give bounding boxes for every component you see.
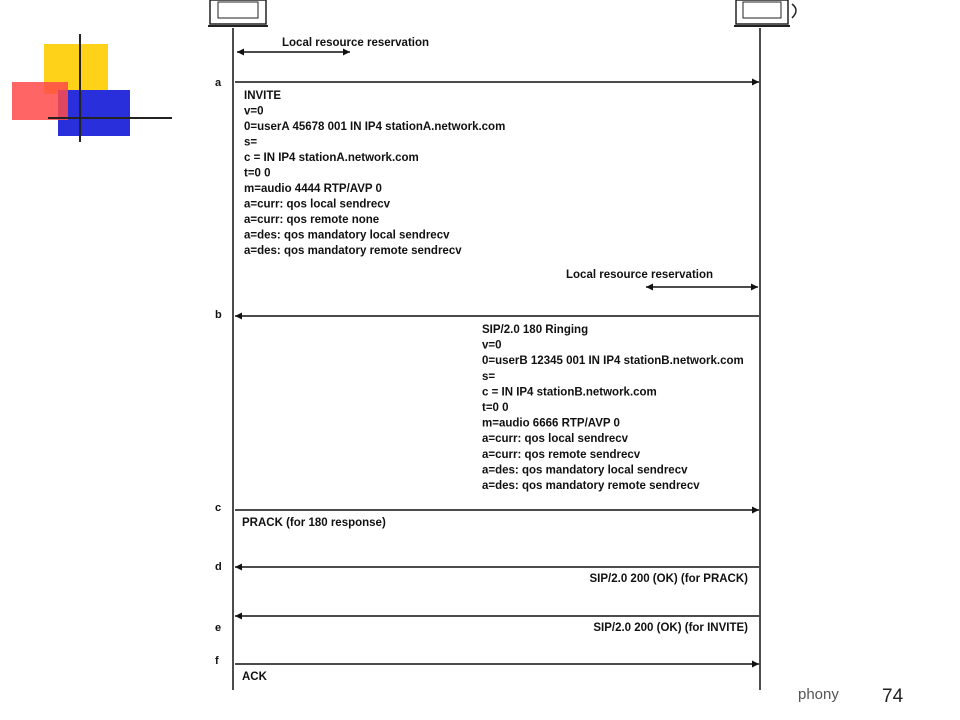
page-number: 74 bbox=[882, 686, 904, 707]
message-line: a=des: qos mandatory local sendrecv bbox=[244, 229, 450, 242]
slide-logo-decoration bbox=[12, 34, 172, 142]
message-line: v=0 bbox=[482, 339, 502, 352]
message-line: c = IN IP4 stationA.network.com bbox=[244, 152, 419, 164]
step-label-b: b bbox=[215, 309, 222, 321]
step-label-a: a bbox=[215, 77, 222, 89]
ok-prack-message-label: SIP/2.0 200 (OK) (for PRACK) bbox=[589, 573, 748, 585]
message-line: m=audio 6666 RTP/AVP 0 bbox=[482, 417, 620, 430]
message-line: a=curr: qos remote sendrecv bbox=[482, 448, 641, 461]
message-line: SIP/2.0 180 Ringing bbox=[482, 324, 589, 336]
prack-message-label: PRACK (for 180 response) bbox=[242, 517, 386, 529]
resource-reservation-label-b: Local resource reservation bbox=[566, 269, 714, 281]
footer-text: phony bbox=[798, 686, 839, 703]
step-label-f: f bbox=[215, 655, 219, 667]
message-line: 0=userA 45678 001 IN IP4 stationA.network.com bbox=[244, 121, 506, 133]
message-line: m=audio 4444 RTP/AVP 0 bbox=[244, 183, 382, 195]
message-line: 0=userB 12345 001 IN IP4 stationB.network.com bbox=[482, 355, 744, 368]
station-a-computer-icon bbox=[208, 0, 268, 26]
ack-message-label: ACK bbox=[242, 671, 267, 683]
message-line: a=curr: qos local sendrecv bbox=[482, 433, 629, 446]
message-line: t=0 0 bbox=[244, 167, 271, 180]
message-line: INVITE bbox=[244, 90, 282, 102]
message-line: a=des: qos mandatory remote sendrecv bbox=[244, 245, 462, 257]
message-line: a=des: qos mandatory local sendrecv bbox=[482, 464, 688, 477]
station-b-computer-icon bbox=[734, 0, 796, 26]
message-line: a=curr: qos local sendrecv bbox=[244, 198, 391, 211]
message-line: t=0 0 bbox=[482, 402, 509, 414]
step-label-c: c bbox=[215, 502, 222, 514]
ringing-message-body bbox=[482, 324, 744, 492]
message-line: s= bbox=[482, 370, 496, 383]
invite-message-body bbox=[244, 90, 505, 257]
resource-reservation-label-a: Local resource reservation bbox=[282, 37, 430, 49]
message-line: a=des: qos mandatory remote sendrecv bbox=[482, 480, 700, 492]
message-line: a=curr: qos remote none bbox=[244, 214, 380, 226]
message-line: s= bbox=[244, 136, 258, 149]
message-line: c = IN IP4 stationB.network.com bbox=[482, 386, 657, 399]
message-line: v=0 bbox=[244, 105, 264, 118]
ok-invite-message-label: SIP/2.0 200 (OK) (for INVITE) bbox=[593, 622, 748, 634]
step-label-e: e bbox=[215, 622, 222, 634]
step-label-d: d bbox=[215, 561, 222, 573]
